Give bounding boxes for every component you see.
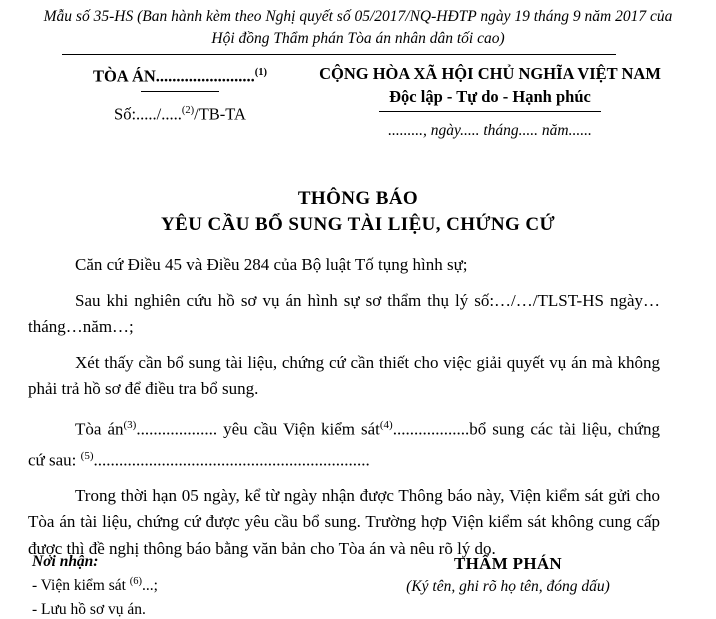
document-title-subtitle: YÊU CẦU BỔ SUNG TÀI LIỆU, CHỨNG CỨ — [161, 214, 555, 235]
document-number-prefix: Số:...../..... — [114, 104, 182, 123]
form-reference-header — [28, 6, 688, 50]
national-motto: Độc lập - Tự do - Hạnh phúc — [389, 87, 591, 106]
document-footer — [28, 552, 688, 618]
form-reference-line-2: Hội đồng Thẩm phán Tòa án nhân dân tối cao) — [211, 30, 505, 47]
body-paragraph-case-file: Sau khi nghiên cứu hồ sơ vụ án hình sự sơ thẩm thụ lý số:…/…/TLST-HS ngày…tháng…năm…; — [28, 290, 660, 336]
recipients-title: Nơi nhận: — [32, 553, 99, 570]
form-reference-line-1: Mẫu số 35-HS (Ban hành kèm theo Nghị quyết số 05/2017/NQ-HĐTP ngày 19 tháng 9 năm 2017 của — [43, 8, 673, 25]
request-court-footnote-marker: (3) — [123, 418, 137, 431]
body-paragraph-deadline: Trong thời hạn 05 ngày, kể từ ngày nhận được Thông báo này, Viện kiểm sát gửi cho Tòa án tài liệu, chứng cứ được yêu cầu bổ sung. Trường hợp Viện kiểm sát không cung cấp được thì đề nghị thông báo bằng văn bản cho Tòa án và nêu rõ lý do. — [28, 485, 660, 558]
request-court-label: Tòa án — [75, 419, 124, 439]
national-motto-underline-rule — [379, 111, 601, 112]
document-title-block — [28, 186, 688, 238]
court-name-label: TÒA ÁN........................ — [92, 66, 255, 86]
national-title: CỘNG HÒA XÃ HỘI CHỦ NGHĨA VIỆT NAM — [319, 64, 661, 83]
court-name-underline-rule — [141, 91, 219, 92]
request-materials-label: ..................bổ sung các tài liệu, chứng cứ sau: — [28, 419, 661, 470]
signature-block — [328, 552, 688, 598]
request-materials-blank: ................................................................. — [93, 450, 370, 470]
place-and-date-line: ........., ngày..... tháng..... năm...... — [388, 122, 592, 139]
document-title-main: THÔNG BÁO — [297, 188, 419, 209]
recipient-text-after: ...; — [142, 577, 158, 595]
document-number-line — [50, 100, 310, 126]
recipient-footnote-marker: (6) — [129, 576, 143, 587]
recipient-list-item — [32, 572, 332, 596]
recipient-text-before: - Viện kiểm sát — [32, 577, 130, 595]
body-paragraph-request — [28, 412, 660, 474]
court-name-footnote-marker: (1) — [254, 67, 268, 78]
masthead-left-column — [50, 62, 310, 125]
request-materials-footnote-marker: (5) — [80, 449, 94, 462]
recipients-block — [32, 552, 332, 619]
request-procuracy-label: ................... yêu cầu Viện kiểm sát — [136, 419, 380, 439]
recipient-list-item — [32, 596, 332, 619]
document-number-footnote-marker: (2) — [181, 104, 195, 116]
recipient-text-before: - Lưu hồ sơ vụ án. — [32, 600, 146, 618]
signer-instruction-note: (Ký tên, ghi rõ họ tên, đóng dấu) — [406, 578, 610, 595]
request-procuracy-footnote-marker: (4) — [379, 418, 393, 431]
document-number-suffix: /TB-TA — [194, 104, 246, 123]
document-body — [28, 252, 660, 562]
body-paragraph-legal-basis: Căn cứ Điều 45 và Điều 284 của Bộ luật Tố tụng hình sự; — [75, 255, 468, 274]
header-divider-rule — [62, 54, 616, 55]
body-paragraph-finding: Xét thấy cần bổ sung tài liệu, chứng cứ cần thiết cho việc giải quyết vụ án mà không phải trả hồ sơ để điều tra bổ sung. — [28, 352, 660, 398]
court-name-line — [50, 62, 310, 88]
masthead-right-column — [310, 62, 670, 141]
masthead — [28, 62, 688, 152]
signer-title: THẨM PHÁN — [454, 554, 562, 573]
